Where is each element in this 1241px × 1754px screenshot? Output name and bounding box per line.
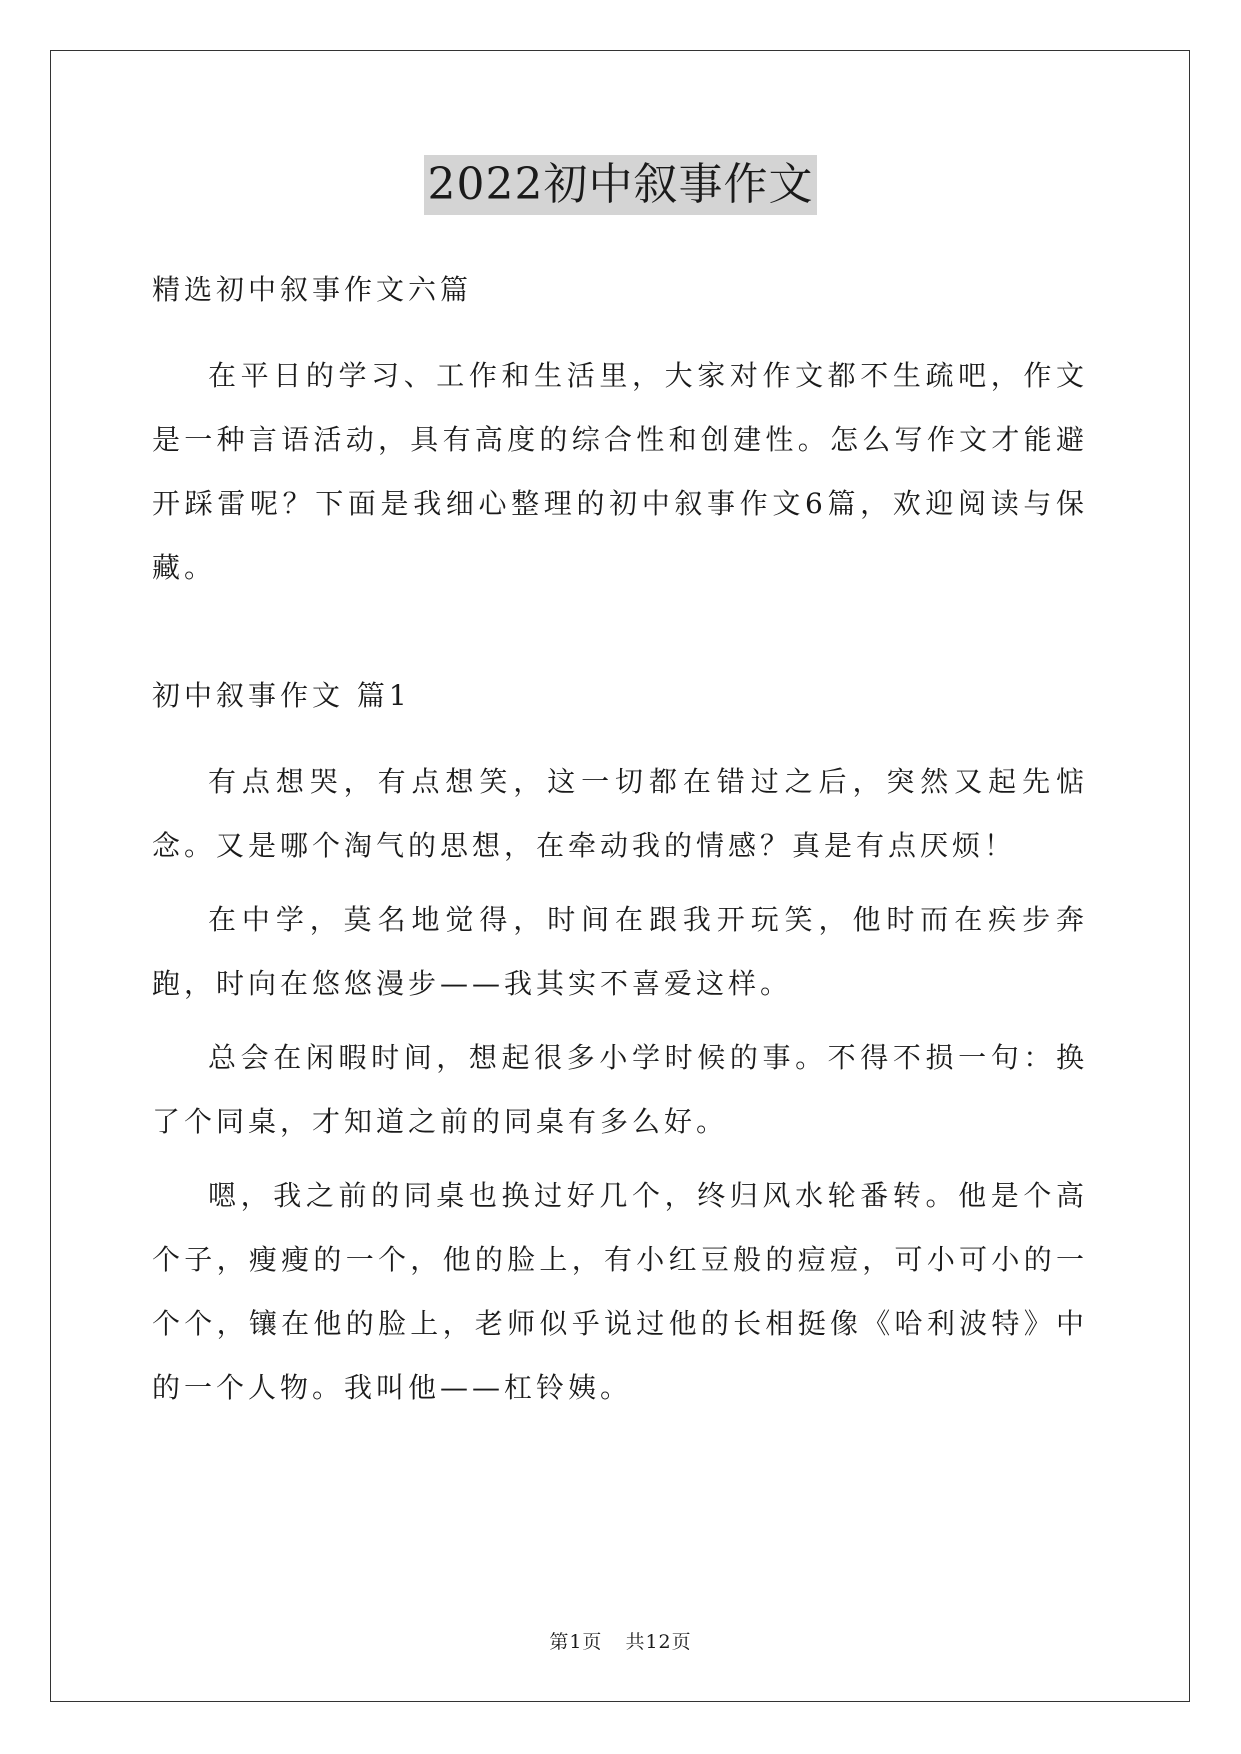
page-total: 共12页 xyxy=(625,1631,692,1653)
section-heading: 初中叙事作文 篇1 xyxy=(152,679,411,712)
title-container xyxy=(0,155,1241,215)
essay-paragraph: 在中学，莫名地觉得，时间在跟我开玩笑，他时而在疾步奔跑，时向在悠悠漫步——我其实不喜爱这样。 xyxy=(152,903,1088,1000)
page-footer xyxy=(0,1627,1241,1654)
document-body xyxy=(152,262,1088,1420)
intro-paragraph: 在平日的学习、工作和生活里，大家对作文都不生疏吧，作文是一种言语活动，具有高度的综合性和创建性。怎么写作文才能避开踩雷呢？下面是我细心整理的初中叙事作文6篇，欢迎阅读与保藏。 xyxy=(152,359,1088,584)
document-subtitle: 精选初中叙事作文六篇 xyxy=(152,273,473,306)
essay-paragraph: 有点想哭，有点想笑，这一切都在错过之后，突然又起先惦念。又是哪个淘气的思想，在牵动我的情感？真是有点厌烦！ xyxy=(152,765,1088,862)
essay-paragraph: 嗯，我之前的同桌也换过好几个，终归风水轮番转。他是个高个子，瘦瘦的一个，他的脸上，有小红豆般的痘痘，可小可小的一个个，镶在他的脸上，老师似乎说过他的长相挺像《哈利波特》中的一个人物。我叫他——杠铃姨。 xyxy=(152,1179,1088,1404)
essay-paragraph: 总会在闲暇时间，想起很多小学时候的事。不得不损一句：换了个同桌，才知道之前的同桌有多么好。 xyxy=(152,1041,1088,1138)
document-title: 2022初中叙事作文 xyxy=(424,155,818,215)
page-number: 第1页 xyxy=(549,1631,603,1653)
